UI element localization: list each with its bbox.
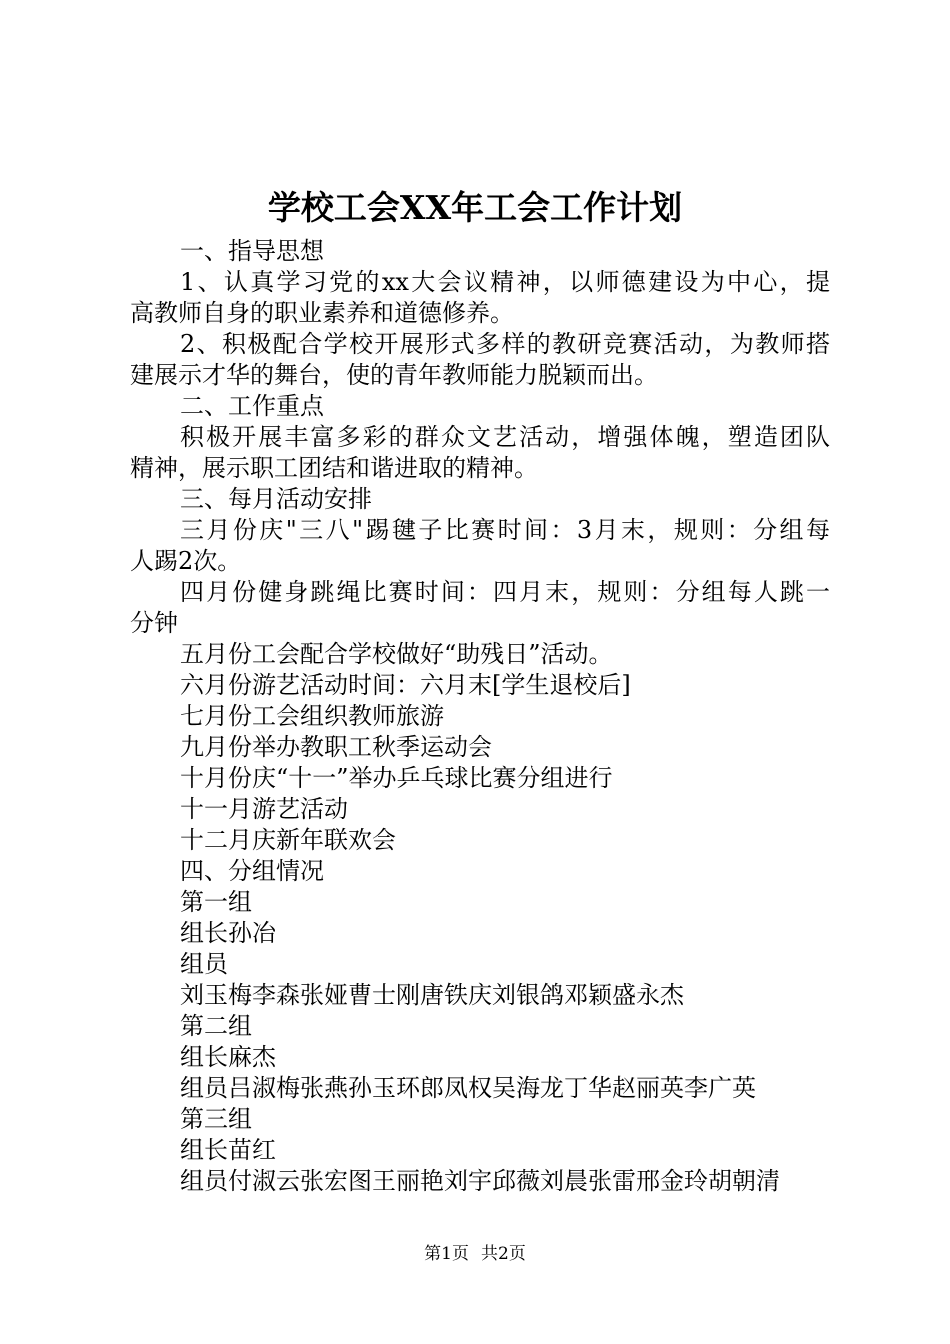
paragraph-line: 九月份举办教职工秋季运动会: [180, 733, 492, 761]
paragraph-line: 精神，展示职工团结和谐进取的精神。: [130, 454, 538, 482]
paragraph-line: 组员: [180, 950, 228, 978]
paragraph-line: 组员付淑云张宏图王丽艳刘宇邱薇刘晨张雷邢金玲胡朝清: [180, 1167, 780, 1195]
paragraph-line: 十月份庆“十一”举办乒乓球比赛分组进行: [180, 764, 613, 792]
paragraph-line: 分钟: [130, 609, 178, 637]
paragraph-line: 人踢2次。: [130, 547, 242, 575]
paragraph-line: 组长麻杰: [180, 1043, 276, 1071]
paragraph-line: 1、认真学习党的xx大会议精神，以师德建设为中心，提: [180, 268, 830, 296]
paragraph-line: 四、分组情况: [180, 857, 324, 885]
paragraph-line: 三月份庆"三八"踢毽子比赛时间：3月末，规则：分组每: [180, 516, 830, 544]
paragraph-line: 第二组: [180, 1012, 252, 1040]
paragraph-line: 刘玉梅李森张娅曹士刚唐铁庆刘银鸽邓颖盛永杰: [180, 981, 684, 1009]
paragraph-line: 第一组: [180, 888, 252, 916]
paragraph-line: 组长孙冶: [180, 919, 276, 947]
paragraph-line: 组长苗红: [180, 1136, 276, 1164]
paragraph-line: 五月份工会配合学校做好“助残日”活动。: [180, 640, 613, 668]
paragraph-line: 高教师自身的职业素养和道德修养。: [130, 299, 514, 327]
paragraph-line: 第三组: [180, 1105, 252, 1133]
paragraph-line: 一、指导思想: [180, 237, 324, 265]
paragraph-line: 组员吕淑梅张燕孙玉环郎凤权吴海龙丁华赵丽英李广英: [180, 1074, 756, 1102]
paragraph-line: 七月份工会组织教师旅游: [180, 702, 444, 730]
paragraph-line: 四月份健身跳绳比赛时间：四月末，规则：分组每人跳一: [180, 578, 830, 606]
paragraph-line: 十一月游艺活动: [180, 795, 348, 823]
document-body: [130, 236, 830, 1197]
paragraph-line: 三、每月活动安排: [180, 485, 372, 513]
paragraph-line: 2、积极配合学校开展形式多样的教研竞赛活动，为教师搭: [180, 330, 830, 358]
paragraph-line: 二、工作重点: [180, 392, 324, 420]
paragraph-line: 六月份游艺活动时间：六月末[学生退校后]: [180, 671, 631, 699]
page-footer: [0, 1242, 950, 1266]
paragraph-line: 积极开展丰富多彩的群众文艺活动，增强体魄，塑造团队: [180, 423, 830, 451]
document-title: 学校工会XX年工会工作计划: [267, 188, 683, 227]
page-total: 共2页: [481, 1244, 526, 1264]
page-number: 第1页: [424, 1244, 469, 1264]
paragraph-line: 十二月庆新年联欢会: [180, 826, 396, 854]
paragraph-line: 建展示才华的舞台，使的青年教师能力脱颖而出。: [130, 361, 658, 389]
